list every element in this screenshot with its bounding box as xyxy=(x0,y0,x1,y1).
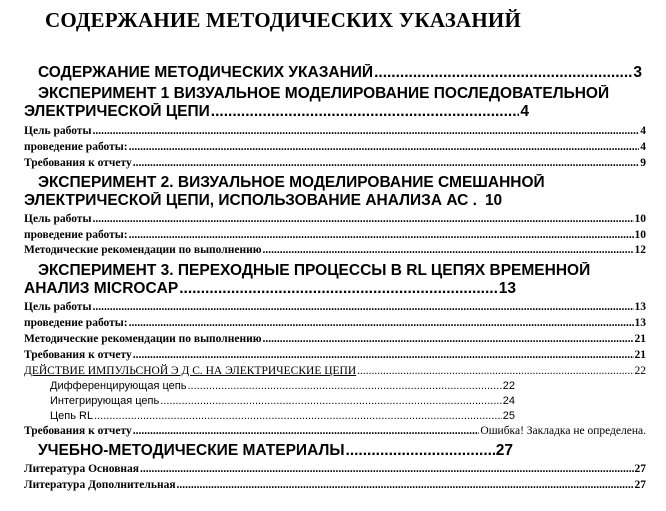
toc-entry-text: УЧЕБНО-МЕТОДИЧЕСКИЕ МАТЕРИАЛЫ xyxy=(38,442,345,459)
toc-page-number: 24 xyxy=(502,395,515,407)
dot-leader xyxy=(133,348,634,362)
dot-leader xyxy=(129,316,634,330)
dot-leader xyxy=(346,442,495,460)
toc-entry-text: ЭЛЕКТРИЧЕСКОЙ ЦЕПИ xyxy=(24,103,210,120)
toc-page-number: 4 xyxy=(520,103,529,120)
toc-item-exp2-procedure[interactable] xyxy=(24,228,646,242)
toc-item-text: Литература Дополнительная xyxy=(24,479,176,491)
toc-item-text: Требования к отчету xyxy=(24,157,132,169)
toc-page-number: 27 xyxy=(634,479,646,491)
toc-page-number: 4 xyxy=(640,125,646,137)
toc-item-exp3-report[interactable] xyxy=(24,348,646,362)
toc-item-literature-extra[interactable] xyxy=(24,478,646,492)
toc-item-text: Требования к отчету xyxy=(24,349,132,361)
dot-leader xyxy=(374,64,632,82)
page-title: СОДЕРЖАНИЕ МЕТОДИЧЕСКИХ УКАЗАНИЙ xyxy=(45,8,521,32)
toc-page-number: 12 xyxy=(634,244,646,256)
toc-item-text: проведение работы: xyxy=(24,229,128,241)
toc-subitem-differentiating[interactable] xyxy=(50,379,515,393)
toc-item-text: Литература Основная xyxy=(24,463,140,475)
toc-entry-materials[interactable] xyxy=(38,442,513,460)
dot-leader xyxy=(263,243,634,257)
toc-entry-text: СОДЕРЖАНИЕ МЕТОДИЧЕСКИХ УКАЗАНИЙ xyxy=(38,64,374,81)
toc-page-number: 13 xyxy=(634,301,646,313)
toc-page-number: 21 xyxy=(634,333,646,345)
dot-leader xyxy=(211,103,520,121)
dot-leader xyxy=(92,124,639,138)
toc-page-number: 10 xyxy=(634,229,646,241)
toc-item-text: ДЕЙСТВИЕ ИМПУЛЬСНОЙ Э Д С. НА ЭЛЕКТРИЧЕСКИЕ ЦЕПИ xyxy=(24,365,357,377)
toc-page-number: 27 xyxy=(495,442,513,459)
toc-page-number: 13 xyxy=(634,317,646,329)
toc-item-text: Интегрирующая цепь xyxy=(50,395,160,407)
dot-leader xyxy=(129,140,640,154)
toc-item-text: Требования к отчету xyxy=(24,425,132,437)
dot-leader xyxy=(92,300,633,314)
toc-item-text: Цель работы xyxy=(24,213,92,225)
toc-item-exp3-recommendations[interactable] xyxy=(24,332,646,346)
dot-leader xyxy=(263,332,634,346)
toc-entry-main[interactable] xyxy=(38,64,642,82)
toc-page-number: 10 xyxy=(634,213,646,225)
toc-item-text: Методические рекомендации по выполнению xyxy=(24,333,262,345)
toc-page-number: 4 xyxy=(640,141,646,153)
toc-page-number: 22 xyxy=(502,380,515,392)
dot-leader xyxy=(187,379,501,393)
dot-leader xyxy=(179,280,498,298)
toc-entry-text: ЭЛЕКТРИЧЕСКОЙ ЦЕПИ, ИСПОЛЬЗОВАНИЕ АНАЛИЗА АС . xyxy=(24,192,477,209)
toc-item-exp3-procedure[interactable] xyxy=(24,316,646,330)
toc-entry-text: АНАЛИЗ MICROCAP xyxy=(24,280,179,297)
toc-page-number: 27 xyxy=(634,463,646,475)
dot-leader xyxy=(357,364,633,378)
toc-item-text: Цель работы xyxy=(24,301,92,313)
toc-item-exp3-report-error[interactable] xyxy=(24,424,646,438)
toc-item-text: проведение работы: xyxy=(24,141,128,153)
toc-entry-exp1-line2[interactable] xyxy=(24,103,529,121)
dot-leader xyxy=(94,409,502,423)
toc-subitem-rl-circuit[interactable] xyxy=(50,409,515,423)
toc-entry-exp3-line1[interactable]: ЭКСПЕРИМЕНТ 3. ПЕРЕХОДНЫЕ ПРОЦЕССЫ В RL ЦЕПЯХ ВРЕМЕННОЙ xyxy=(38,262,591,279)
toc-item-text: Цепь RL xyxy=(50,410,94,422)
toc-entry-exp2-line1[interactable]: ЭКСПЕРИМЕНТ 2. ВИЗУАЛЬНОЕ МОДЕЛИРОВАНИЕ СМЕШАННОЙ xyxy=(38,174,545,191)
dot-leader xyxy=(177,478,634,492)
toc-subitem-integrating[interactable] xyxy=(50,394,515,408)
toc-item-exp1-goal[interactable] xyxy=(24,124,646,138)
toc-page-number: 9 xyxy=(640,157,646,169)
toc-item-exp3-goal[interactable] xyxy=(24,300,646,314)
toc-page-number: 10 xyxy=(484,192,503,209)
toc-page-number: 3 xyxy=(633,64,642,81)
toc-item-exp2-recommendations[interactable] xyxy=(24,243,646,257)
toc-entry-exp2-line2[interactable] xyxy=(24,192,544,210)
dot-leader xyxy=(160,394,502,408)
toc-item-text: Методические рекомендации по выполнению xyxy=(24,244,262,256)
toc-item-exp1-report[interactable] xyxy=(24,156,646,170)
dot-leader xyxy=(92,212,633,226)
toc-item-text: проведение работы: xyxy=(24,317,128,329)
dot-leader xyxy=(133,156,640,170)
toc-page-number: 22 xyxy=(634,365,646,377)
toc-page-number: 21 xyxy=(634,349,646,361)
toc-entry-exp1-line1[interactable]: ЭКСПЕРИМЕНТ 1 ВИЗУАЛЬНОЕ МОДЕЛИРОВАНИЕ ПОСЛЕДОВАТЕЛЬНОЙ xyxy=(38,85,610,102)
toc-item-text: Дифференцирующая цепь xyxy=(50,380,187,392)
toc-page-number: 13 xyxy=(498,280,516,297)
dot-leader xyxy=(140,462,633,476)
toc-item-exp1-procedure[interactable] xyxy=(24,140,646,154)
toc-item-text: Цель работы xyxy=(24,125,92,137)
toc-item-exp2-goal[interactable] xyxy=(24,212,646,226)
toc-entry-exp3-line2[interactable] xyxy=(24,280,516,298)
toc-page-number: 25 xyxy=(502,410,515,422)
dot-leader xyxy=(129,228,634,242)
dot-leader xyxy=(133,424,480,438)
toc-page-number: Ошибка! Закладка не определена. xyxy=(480,425,646,437)
toc-item-literature-main[interactable] xyxy=(24,462,646,476)
toc-item-impulse[interactable] xyxy=(24,364,646,378)
